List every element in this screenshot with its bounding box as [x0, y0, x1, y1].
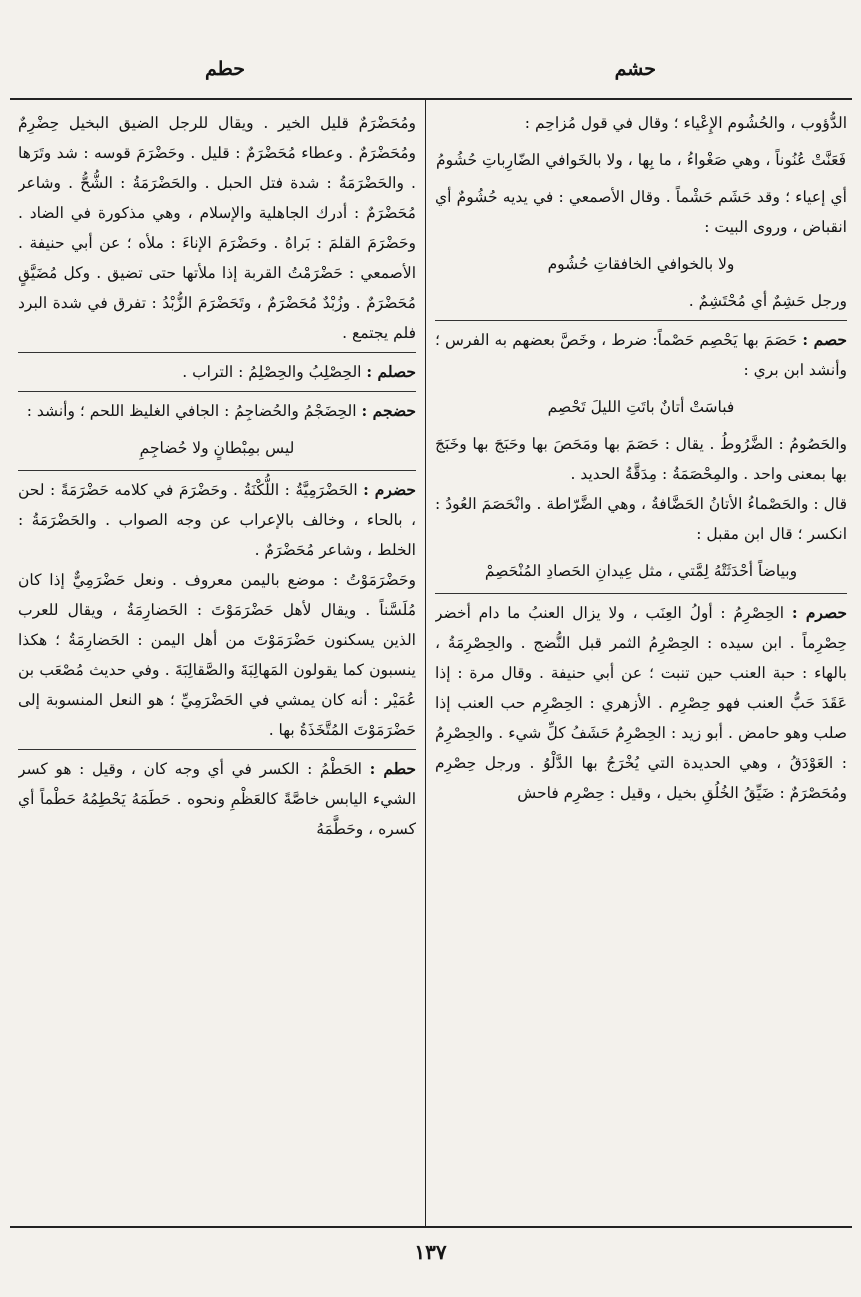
entry-headword: حطم : [369, 759, 416, 778]
paragraph-text: ومُحَضْرَمٌ قليل الخير . ويقال للرجل الضيق البخيل حِضْرِمٌ ومُحَضْرَمٌ . وعطاء مُحَضْرَمٌ : قليل . وحَضْرَمَ قوسه : شد وتَرَها . والحَضْرَمَةُ : شدة فتل الحبل . والحَضْرَمَةُ : الشُّحُّ . وشاعر مُحَضْرَمٌ : أدرك الجاهلية والإسلام ، وهي مذكورة في الضاد . وحَضْرَمَ القلمَ : بَراهُ . وحَضْرَمَ الإناءَ : ملأه ؛ عن أبي حنيفة . الأصمعي : حَضْرَمْتُ القربة إذا ملأتها حتى تضيق . وكل مُضَيَّقٍ مُحَضْرَمٌ . وزُبْدٌ مُحَضْرَمٌ ، وتَحَضْرَمَ الزُّبْدُ : تفرق في شدة البرد فلم يجتمع . [18, 114, 416, 342]
paragraph-text: والحَصُومُ : الضَّرُوطُ . يقال : حَصَمَ بها ومَحَصَ بها وحَبَجَ بها وخَبَجَ بها بمعنى واحد . والمِحْصَمَةُ : مِدَقَّةُ الحديد . [435, 435, 847, 483]
paragraph-text: الحِضَجْمُ والحُضاجِمُ : الجافي الغليظ اللحم ؛ وأنشد : [26, 402, 357, 420]
dictionary-entry [18, 470, 416, 565]
paragraph-text: الحَضْرَمِيَّةُ : اللُّكْنَةُ . وحَضْرَمَ في كلامه حَضْرَمَةً : لحن ، بالحاء ، وخالف بالإعراب عن وجه الصواب . والحَضْرَمَةُ : الخلط ، وشاعر مُحَضْرَمٌ . [18, 481, 416, 559]
paragraph-text: أي إعياء ؛ وقد حَشَم حَشْماً . وقال الأصمعي : في يديه حُشُومٌ أي انقباض ، وروى البيت : [435, 188, 847, 236]
entry-headword: حضرم : [363, 480, 416, 499]
paragraph-text: الحِصْلِبُ والحِصْلِمُ : التراب . [182, 363, 362, 381]
column-divider [425, 100, 426, 1226]
paragraph-text: وحَضْرَمَوْتُ : موضع باليمن معروف . ونعل حَضْرَمِيٌّ إذا كان مُلَسَّناً . ويقال لأهل حَضْرَمَوْتَ : الحَضارِمَةُ ، ويقال للعرب الذين يسكنون حَضْرَمَوْتَ من أهل اليمن : الحَضارِمَةُ ؛ هكذا ينسبون كما يقولون المَهالِبَةَ والصَّقالِبَةَ . وفي حديث مُصْعَب بن عُمَيْر : أنه كان يمشي في الحَضْرَمِيِّ ؛ هو النعل المنسوبة إلى حَضْرَمَوْتَ المُتَّخَذَةُ بها . [18, 571, 416, 739]
entry-headword: حصرم : [791, 603, 847, 622]
paragraph-text: فباسَتْ أتانٌ باتَتِ الليلَ تَحْصِم [547, 398, 735, 416]
entry-headword: حصلم : [366, 362, 416, 381]
verse-quote [435, 144, 847, 176]
running-header-right: حشم [614, 58, 656, 80]
entry-text [435, 429, 847, 489]
bottom-rule [10, 1226, 852, 1228]
paragraph-text: الدُّؤوب ، والحُشُوم الإِعْياء ؛ وقال في قول مُزاحِم : [524, 114, 847, 132]
dictionary-entry [18, 391, 416, 426]
paragraph-text: ولا بالخوافي الخافقاتِ حُشُوم [547, 255, 735, 273]
entry-text [435, 108, 847, 138]
entry-headword: حصم : [802, 330, 847, 349]
paragraph-text: الحَطْمُ : الكسر في أي وجه كان ، وقيل : هو كسر الشيء اليابس خاصَّةً كالعَظْمِ ونحوه . حَطَمَهُ يَحْطِمُهُ حَطْماً أي كسره ، وحَطَّمَهُ [18, 760, 416, 838]
paragraph-text: حَصَمَ بها يَحْصِم حَصْماً: ضرط ، وخَصَّ بعضهم به الفرس ؛ وأنشد ابن بري : [435, 331, 847, 379]
paragraph-text: ليس بمِبْطانٍ ولا حُضاجِمِ [139, 439, 295, 457]
paragraph-text: الحِصْرِمُ : أولُ العِنَب ، ولا يزال العنبُ ما دام أخضر حِصْرِماً . ابن سيده : الحِصْرِمُ الثمر قبل النُّضج . والحِصْرِمَةُ ، بالهاء : حبة العنب حين تنبت ؛ عن أبي حنيفة . وقال مرة : إذا عَقَدَ حَبُّ العنب فهو حِصْرِم . الأزهري : الحِصْرِم حب العنب إذا صلب وهو حامض . أبو زيد : الحِصْرِمُ حَشَفُ كلِّ شيء . والحِصْرِمُ : العَوْدَقُ ، وهي الحديدة التي يُخْرَجُ بها الدَّلْوُ . ورجل حِصْرِم ومُحَصْرَمٌ : ضَيِّقُ الخُلُقِ بخيل ، وقيل : حِصْرِم فاحش [435, 604, 847, 802]
paragraph-text: فَعَنَّتْ عُنُوناً ، وهي صَغْواءُ ، ما بِها ، ولا بالخَوافي الضّارِباتِ حُشُومُ [436, 151, 846, 169]
right-column [435, 108, 847, 1220]
paragraph-text: ورجل حَشِمٌ أي مُحْتَشِمٌ . [688, 292, 847, 310]
verse-quote [18, 432, 416, 464]
running-header-left: حطم [205, 58, 245, 80]
verse-quote [435, 391, 847, 423]
top-rule [10, 98, 852, 100]
entry-text [435, 182, 847, 242]
dictionary-entry [18, 352, 416, 387]
dictionary-entry [435, 320, 847, 385]
entry-text [435, 489, 847, 549]
entry-text [18, 108, 416, 348]
left-column [18, 108, 416, 1220]
entry-text [18, 565, 416, 745]
paragraph-text: وبياضاً أحْدَثَتْهُ لِمَّتي ، مثل عِيدانِ الحَصادِ المُنْحَصِمْ [484, 562, 798, 580]
dictionary-entry [435, 593, 847, 808]
page-number: ١٣٧ [414, 1240, 447, 1264]
verse-quote [435, 555, 847, 587]
entry-text [435, 286, 847, 316]
paragraph-text: قال : والحَصْماءُ الأتانُ الحَضَّافةُ ، وهي الضَّرّاطة . وانْحَصَمَ العُودُ : انكسر ؛ قال ابن مقبل : [435, 495, 847, 543]
verse-quote [435, 248, 847, 280]
entry-headword: حضجم : [361, 401, 416, 420]
dictionary-entry [18, 749, 416, 844]
